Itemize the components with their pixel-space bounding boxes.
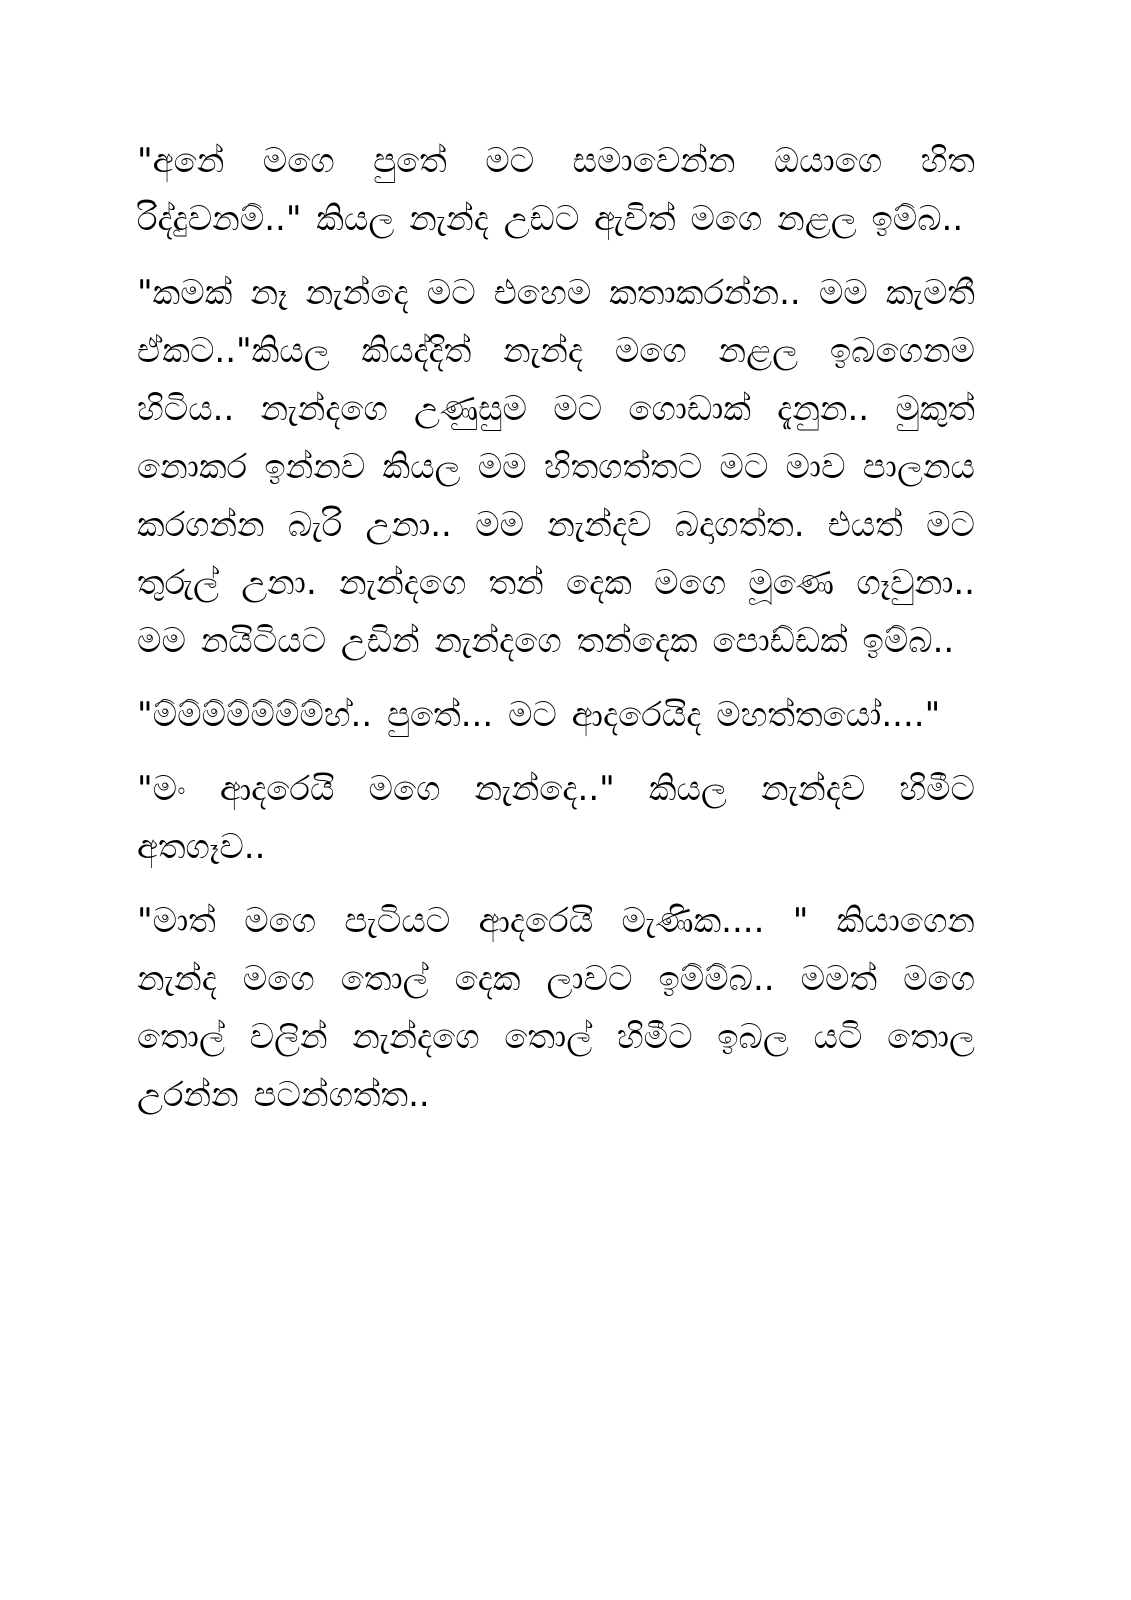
document-body	[137, 132, 975, 1140]
paragraph-5: "මාත් මගෙ පැටියට ආදරෙයි මැණික.... " කියාගෙන නැන්ද මගෙ තොල් දෙක ලාවට ඉම්ම්බ.. මමත් මගෙ තොල් වලින් නැන්දගෙ තොල් හිමීට ඉබල යටි තොල උරන්න පටන්ගත්ත..	[137, 901, 975, 1115]
paragraph-4: "මං ආදරෙයි මගෙ නැන්දෙ.." කියල නැන්දව හිමීට අතගෑව..	[137, 769, 975, 867]
paragraph-1: "අනේ මගෙ පුතේ මට සමාවෙන්න ඔයාගෙ හිත රිද්දුවනම්.." කියල නැන්ද උඩට ඇවිත් මගෙ නළල ඉම්බ..	[137, 141, 975, 239]
paragraph-2: "කමක් නෑ නැන්දෙ මට එහෙම කතාකරන්න.. මම කැමතී ඒකට.."කියල කියද්දිත් නැන්ද මගෙ නළල ඉබගෙනම හිටිය.. නැන්දගෙ උණුසුම මට ගොඩාක් දැනුන.. මුකුත් නොකර ඉන්නව කියල මම හිතගත්තට මට මාව පාලනය කරගන්න බැරි උනා.. මම නැන්දව බදාගත්ත. එයත් මට තුරුල් උනා. නැන්දගෙ තන් දෙක මගෙ මූණෙ ගෑවුනා.. මම නයිටියට උඩින් නැන්දගෙ තන්දෙක පොඩ්ඩක් ඉම්බ..	[137, 273, 975, 661]
paragraph-3: "ම්ම්ම්ම්ම්ම්ම්හ්.. පුතේ... මට ආදරෙයිද මහත්තයෝ...."	[137, 695, 941, 735]
